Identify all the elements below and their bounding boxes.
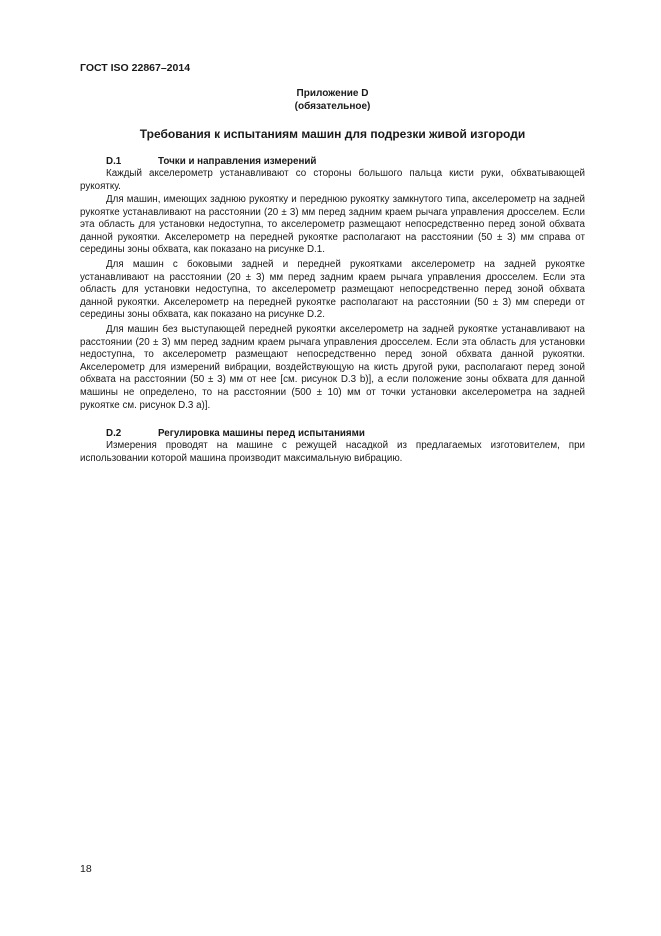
section-title: Точки и направления измерений xyxy=(158,156,317,167)
page-number: 18 xyxy=(80,863,92,875)
section-title: Регулировка машины перед испытаниями xyxy=(158,428,365,439)
section-heading-d2 xyxy=(106,428,365,439)
annex-subtitle: (обязательное) xyxy=(294,101,371,112)
section-number: D.2 xyxy=(106,428,122,439)
paragraph: Для машин без выступающей передней рукоятки акселерометр на задней рукоятке устанавливают на расстоянии (20 ± 3) мм перед задним краем рычага управления дросселем. Если эта область для установки недоступна, то акселерометр размещают непосредственно перед зоной обхвата данной рукоятки. Акселерометр для измерений вибрации, воздействующую на кисть другой руки, располагают перед зоной обхвата на расстоянии (50 ± 3) мм от нее [см. рисунок D.3 b)], а если положение зоны обхвата для данной машины не определено, то на расстоянии (500 ± 10) мм от точки установки акселерометра на задней рукоятке см. рисунок D.3 a)]. xyxy=(80,324,585,411)
paragraph: Для машин, имеющих заднюю рукоятку и переднюю рукоятку замкнутого типа, акселерометр на задней рукоятке устанавливают на расстоянии (20 ± 3) мм перед задним краем рычага управления дросселем. Если эта область для установки недоступна, то акселерометр размещают непосредственно перед зоной обхвата данной рукоятки. Акселерометр на передней рукоятке располагают на расстоянии (50 ± 3) мм справа от середины зоны обхвата, как показано на рисунке D.1. xyxy=(80,194,585,256)
document-header: ГОСТ ISO 22867–2014 xyxy=(80,62,191,74)
paragraph: Измерения проводят на машине с режущей насадкой из предлагаемых изготовителем, при использовании которой машина производит максимальную вибрацию. xyxy=(80,440,585,464)
annex-title: Приложение D xyxy=(296,88,369,99)
paragraph: Каждый акселерометр устанавливают со стороны большого пальца кисти руки, обхватывающей рукоятку. xyxy=(80,168,585,192)
paragraph: Для машин с боковыми задней и передней рукоятками акселерометр на задней рукоятке устанавливают на расстоянии (20 ± 3) мм перед задним краем рычага управления дросселем. Если эта область для установки недоступна, то акселерометр размещают непосредственно перед зоной обхвата данной рукоятки. Акселерометр на передней рукоятке располагают на расстоянии (50 ± 3) мм спереди от середины зоны обхвата, как показано на рисунке D.2. xyxy=(80,259,585,321)
main-title: Требования к испытаниям машин для подрезки живой изгороди xyxy=(139,127,526,141)
section-number: D.1 xyxy=(106,156,122,167)
section-heading-d1 xyxy=(106,156,316,167)
